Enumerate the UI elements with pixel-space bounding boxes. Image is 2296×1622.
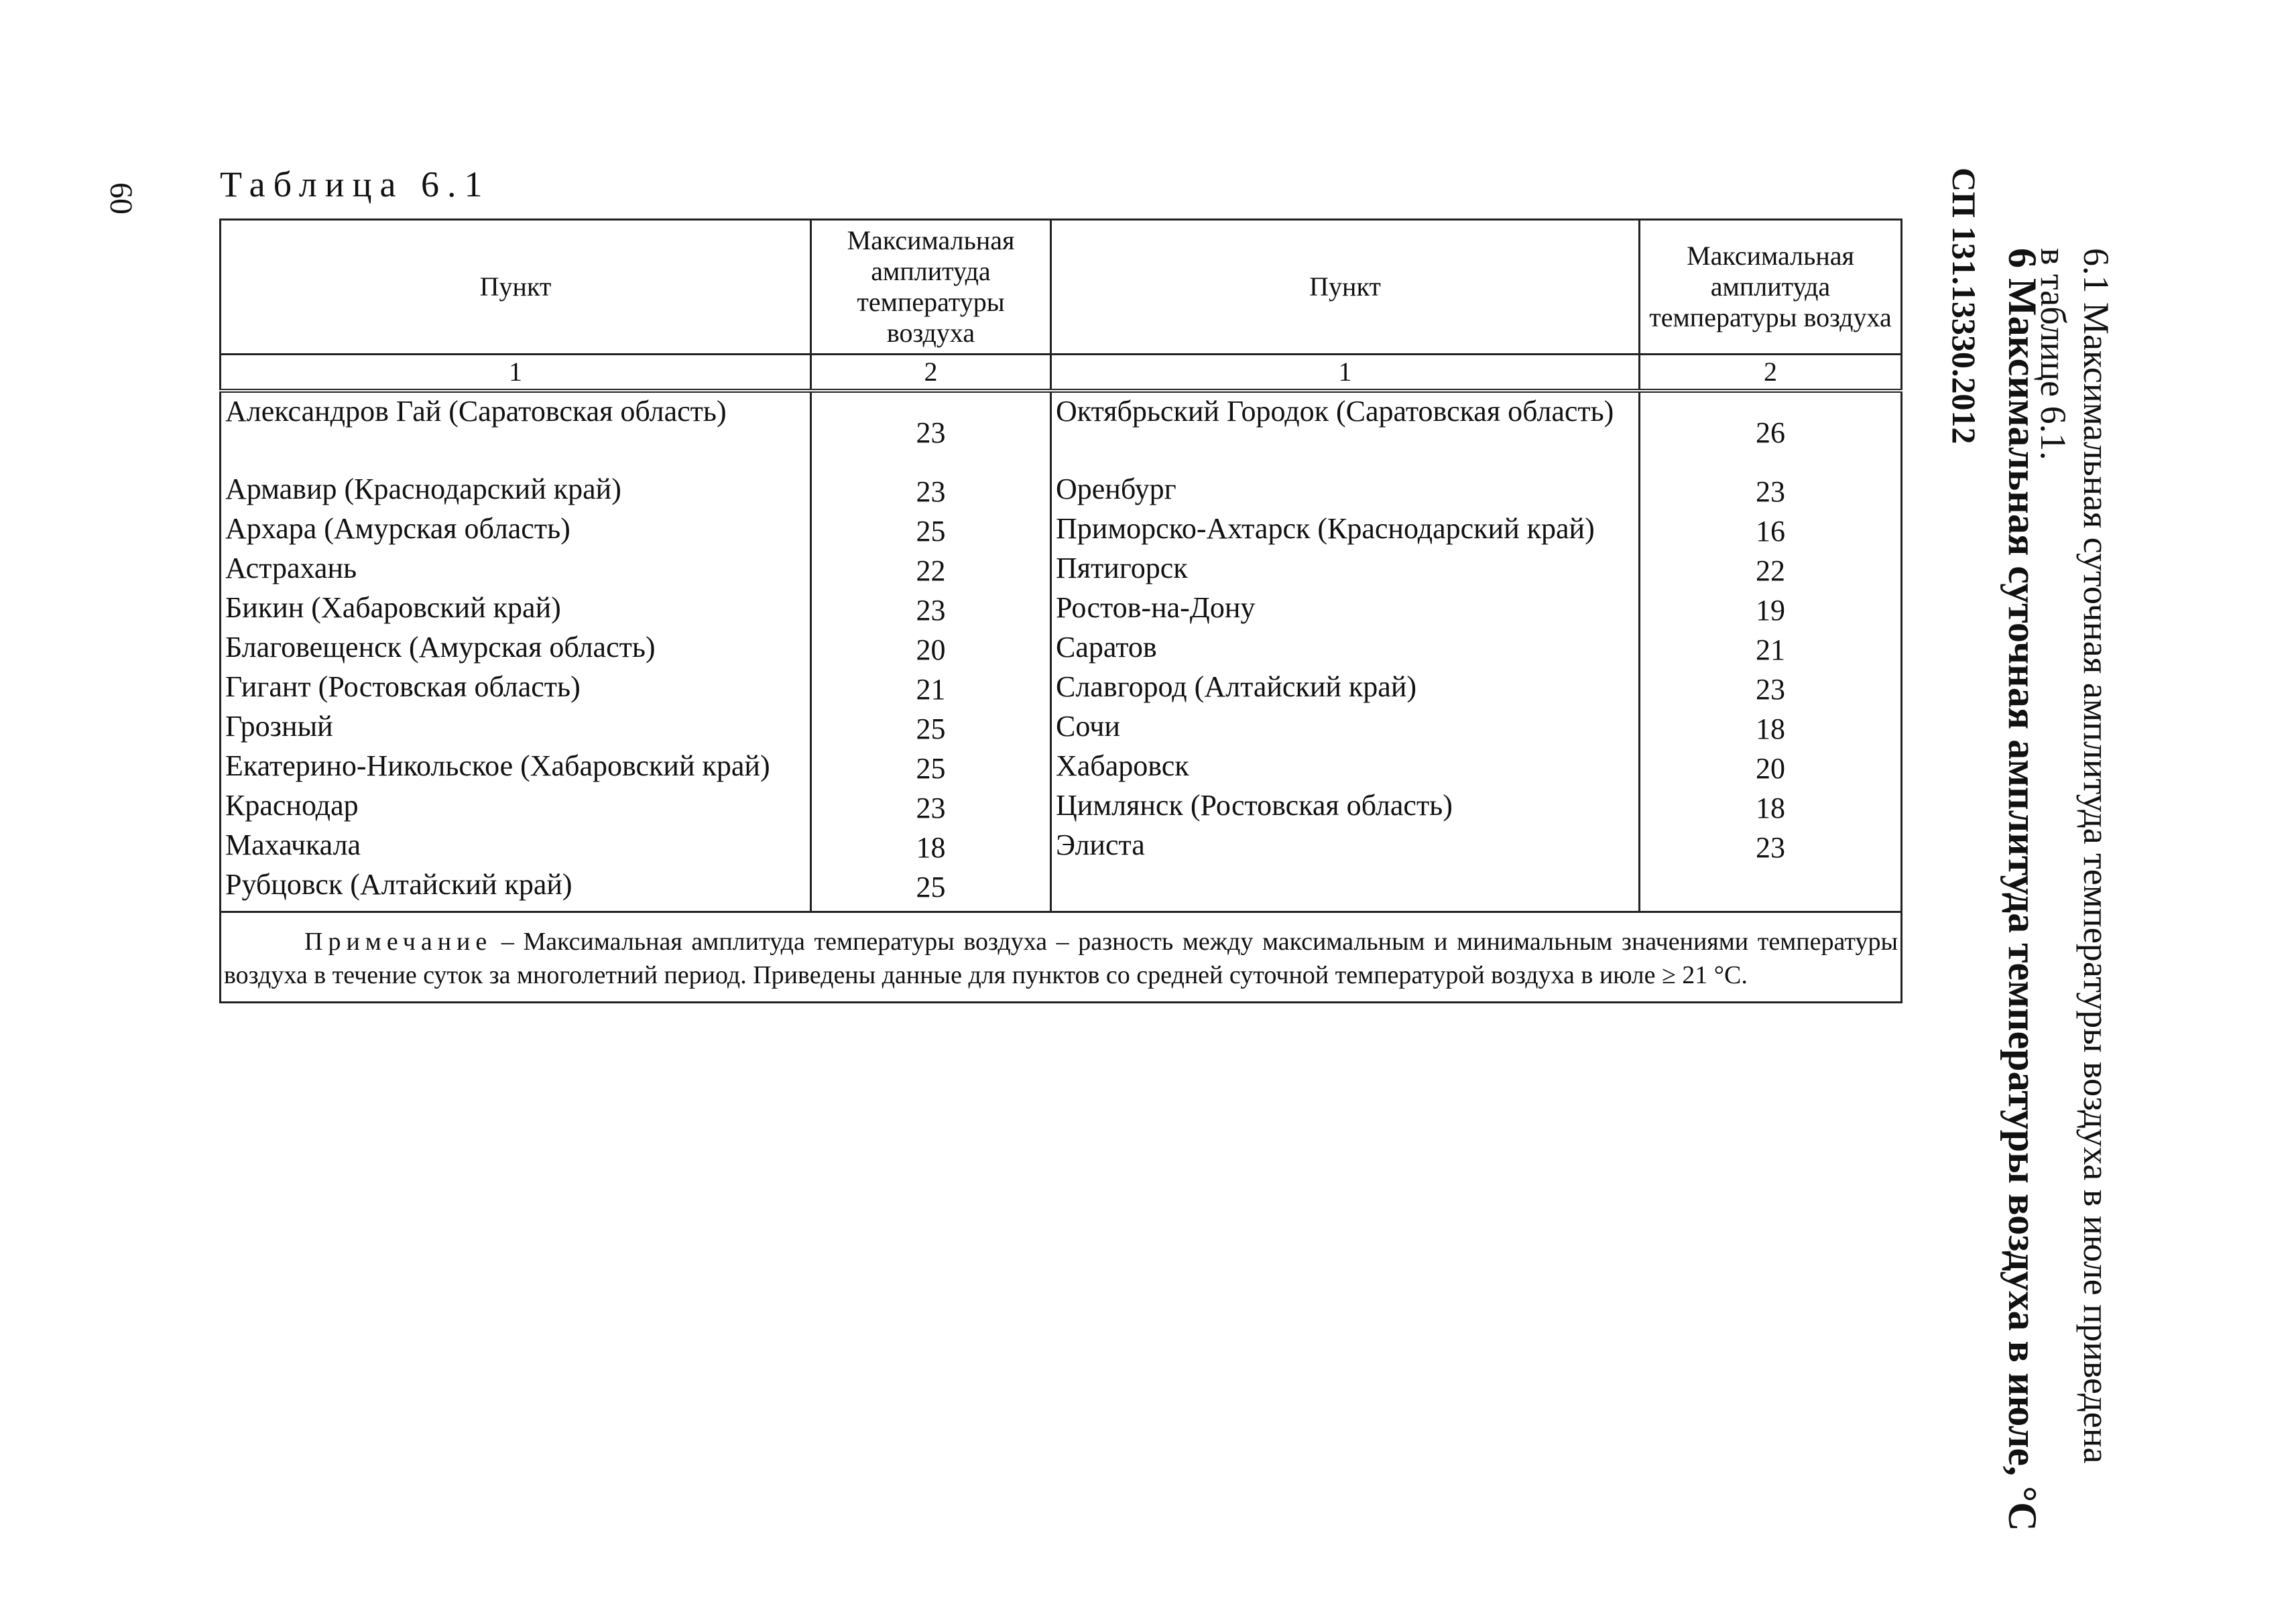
value-cell: 25	[811, 709, 1051, 749]
place-cell: Октябрьский Городок (Саратовская область)	[1051, 391, 1640, 472]
place-cell: Ростов-на-Дону	[1051, 590, 1640, 630]
table-row	[221, 828, 1902, 867]
table-row	[221, 511, 1902, 551]
table-header-row	[221, 220, 1902, 355]
place-cell: Грозный	[221, 709, 811, 749]
place-cell: Сочи	[1051, 709, 1640, 749]
table-row	[221, 788, 1902, 828]
column-number-row	[221, 355, 1902, 391]
table-note-row	[221, 912, 1902, 1003]
value-cell: 18	[1640, 709, 1902, 749]
place-cell: Благовещенск (Амурская область)	[221, 630, 811, 670]
place-cell: Цимлянск (Ростовская область)	[1051, 788, 1640, 828]
place-cell: Екатерино-Никольское (Хабаровский край)	[221, 749, 811, 788]
table-row	[221, 867, 1902, 912]
value-cell: 23	[811, 391, 1051, 472]
column-number: 2	[1640, 355, 1902, 391]
note-label: Примечание	[304, 928, 493, 956]
column-number: 2	[811, 355, 1051, 391]
place-cell: Александров Гай (Саратовская область)	[221, 391, 811, 472]
value-cell: 22	[811, 551, 1051, 590]
value-cell: 22	[1640, 551, 1902, 590]
value-cell: 23	[811, 590, 1051, 630]
header-amplitude-right: Максимальная амплитуда температуры воздуха	[1640, 220, 1902, 355]
value-cell: 20	[811, 630, 1051, 670]
table-note	[221, 912, 1902, 1003]
rotated-header-block	[1917, 0, 2296, 1622]
note-text: – Максимальная амплитуда температуры воздуха – разность между максимальным и минимальным значениями температуры воздуха в течение суток за многолетний период. Приведены данные для пунктов со средней суточной температурой воздуха в июле ≥ 21 °С.	[224, 928, 1898, 989]
table-row	[221, 630, 1902, 670]
table-row	[221, 590, 1902, 630]
value-cell: 25	[811, 511, 1051, 551]
place-cell: Пятигорск	[1051, 551, 1640, 590]
page-number: 60	[103, 182, 139, 214]
value-cell: 18	[1640, 788, 1902, 828]
value-cell: 20	[1640, 749, 1902, 788]
value-cell: 23	[1640, 828, 1902, 867]
place-cell: Армавир (Краснодарский край)	[221, 472, 811, 511]
place-cell: Саратов	[1051, 630, 1640, 670]
column-number: 1	[1051, 355, 1640, 391]
value-cell: 19	[1640, 590, 1902, 630]
value-cell: 18	[811, 828, 1051, 867]
value-cell: 25	[811, 749, 1051, 788]
table-title: Таблица 6.1	[220, 164, 491, 204]
place-cell: Рубцовск (Алтайский край)	[221, 867, 811, 912]
place-cell: Астрахань	[221, 551, 811, 590]
header-place-right: Пункт	[1051, 220, 1640, 355]
value-cell: 25	[811, 867, 1051, 912]
header-place-left: Пункт	[221, 220, 811, 355]
table-row	[221, 670, 1902, 709]
value-cell: 23	[1640, 670, 1902, 709]
place-cell: Хабаровск	[1051, 749, 1640, 788]
place-cell: Гигант (Ростовская область)	[221, 670, 811, 709]
value-cell: 23	[811, 472, 1051, 511]
place-cell: Архара (Амурская область)	[221, 511, 811, 551]
value-cell: 23	[811, 788, 1051, 828]
value-cell: 26	[1640, 391, 1902, 472]
place-cell	[1051, 867, 1640, 912]
place-cell: Краснодар	[221, 788, 811, 828]
table-row	[221, 749, 1902, 788]
place-cell: Элиста	[1051, 828, 1640, 867]
place-cell: Махачкала	[221, 828, 811, 867]
place-cell: Оренбург	[1051, 472, 1640, 511]
table-row	[221, 391, 1902, 472]
section-title: 6 Максимальная суточная амплитуда температуры воздуха в июле, °С	[2000, 248, 2045, 1532]
place-cell: Приморско-Ахтарск (Краснодарский край)	[1051, 511, 1640, 551]
value-cell: 21	[811, 670, 1051, 709]
place-cell: Бикин (Хабаровский край)	[221, 590, 811, 630]
table-row	[221, 472, 1902, 511]
value-cell: 21	[1640, 630, 1902, 670]
header-amplitude-left: Максимальная амплитуда температуры воздуха	[811, 220, 1051, 355]
value-cell: 23	[1640, 472, 1902, 511]
table-row	[221, 551, 1902, 590]
document-code: СП 131.13330.2012	[1945, 168, 1983, 444]
value-cell: 16	[1640, 511, 1902, 551]
column-number: 1	[221, 355, 811, 391]
table-row	[221, 709, 1902, 749]
value-cell	[1640, 867, 1902, 912]
place-cell: Славгород (Алтайский край)	[1051, 670, 1640, 709]
data-table	[219, 219, 1902, 1003]
clause-text: 6.1 Максимальная суточная амплитуда температуры воздуха в июле приведена в таблице 6.1.	[2033, 248, 2116, 1464]
